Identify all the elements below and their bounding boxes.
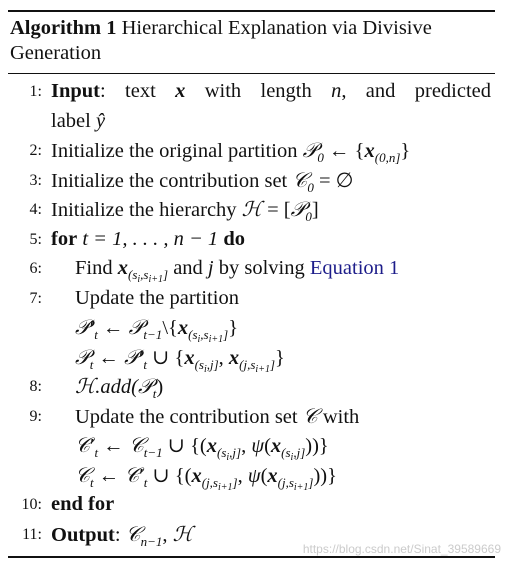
line-text: 𝒫$_t$ ← $𝒫'_t$ ∪ {$x_{(s_i,j]}$, $x_{(j,s_{i+1}]}$} [75,344,285,375]
line-number: 6: [29,260,42,277]
line-text: Find $x_{(s_i,s_{i+1}]}$ and j by solving Equation 1 [75,257,400,285]
line-number: 8: [29,378,42,395]
line-number: 3: [29,171,42,189]
line-number: 9: [29,407,42,425]
line-number: 10: [21,496,42,513]
line-9-cont-2 [8,464,495,494]
line-5 [8,228,495,258]
line-7 [8,287,495,317]
line-number: 5: [29,230,42,248]
line-text: $𝒞'_t$ ← 𝒞$_{t-1}$ ∪ {($x_{(s_i,j]}$, $\psi(x_{(s_i,j]})$)} [75,433,329,463]
line-7-cont-1 [8,316,495,346]
line-text: ℋ.add(𝒫$_t$) [75,374,164,401]
line-number: 7: [29,289,42,307]
line-9-cont-1 [8,434,495,464]
line-text: for t = 1, . . . , n − 1 do [51,227,245,250]
line-3 [8,169,495,199]
line-1-cont [8,110,495,140]
line-number: 1: [29,83,42,100]
line-text: $𝒫'_t$ ← $𝒫_{t-1}\backslash\{x_{(s_i,s_{i+1}]}\}$ [75,315,239,345]
line-text: Initialize the hierarchy ℋ = [𝒫$_0$] [51,197,319,224]
line-text: label ŷ [51,109,106,132]
line-text: end for [51,493,115,515]
bottom-rule [8,556,495,558]
line-number: 4: [29,201,42,218]
algorithm-lines [8,74,495,552]
algorithm-box [8,10,495,558]
line-number: 11: [22,525,42,543]
algorithm-title: Hierarchical Explanation via Divisive Generation [10,17,432,64]
line-1 [8,80,495,110]
line-8 [8,375,495,405]
line-text: 𝒞$_t$ ← $𝒞'_t$ ∪ {($x_{(j,s_{i+1}]}$, $\psi(x_{(j,s_{i+1}]})$)} [75,462,337,493]
line-10 [8,493,495,523]
line-text: Update the partition [75,286,239,309]
line-text: Output: 𝒞$_{n-1}$, ℋ [51,521,193,549]
line-9 [8,405,495,435]
line-4 [8,198,495,228]
watermark: https://blog.csdn.net/Sinat_39589669 [302,542,501,556]
line-text: Update the contribution set 𝒞 with [75,403,360,428]
algorithm-label: Algorithm 1 [10,17,117,39]
line-text: Input: text x with length n, and predicted [51,80,492,102]
line-text: Initialize the contribution set 𝒞$_0$ = ∅ [51,167,354,195]
line-7-cont-2 [8,346,495,376]
equation-link[interactable]: Equation 1 [309,257,400,279]
line-2 [8,139,495,169]
line-number: 2: [29,142,42,159]
algorithm-caption [8,12,495,70]
line-6 [8,257,495,287]
line-text: Initialize the original partition 𝒫$_0$ ← $\{x_{(0,n]}\}$ [51,138,411,165]
